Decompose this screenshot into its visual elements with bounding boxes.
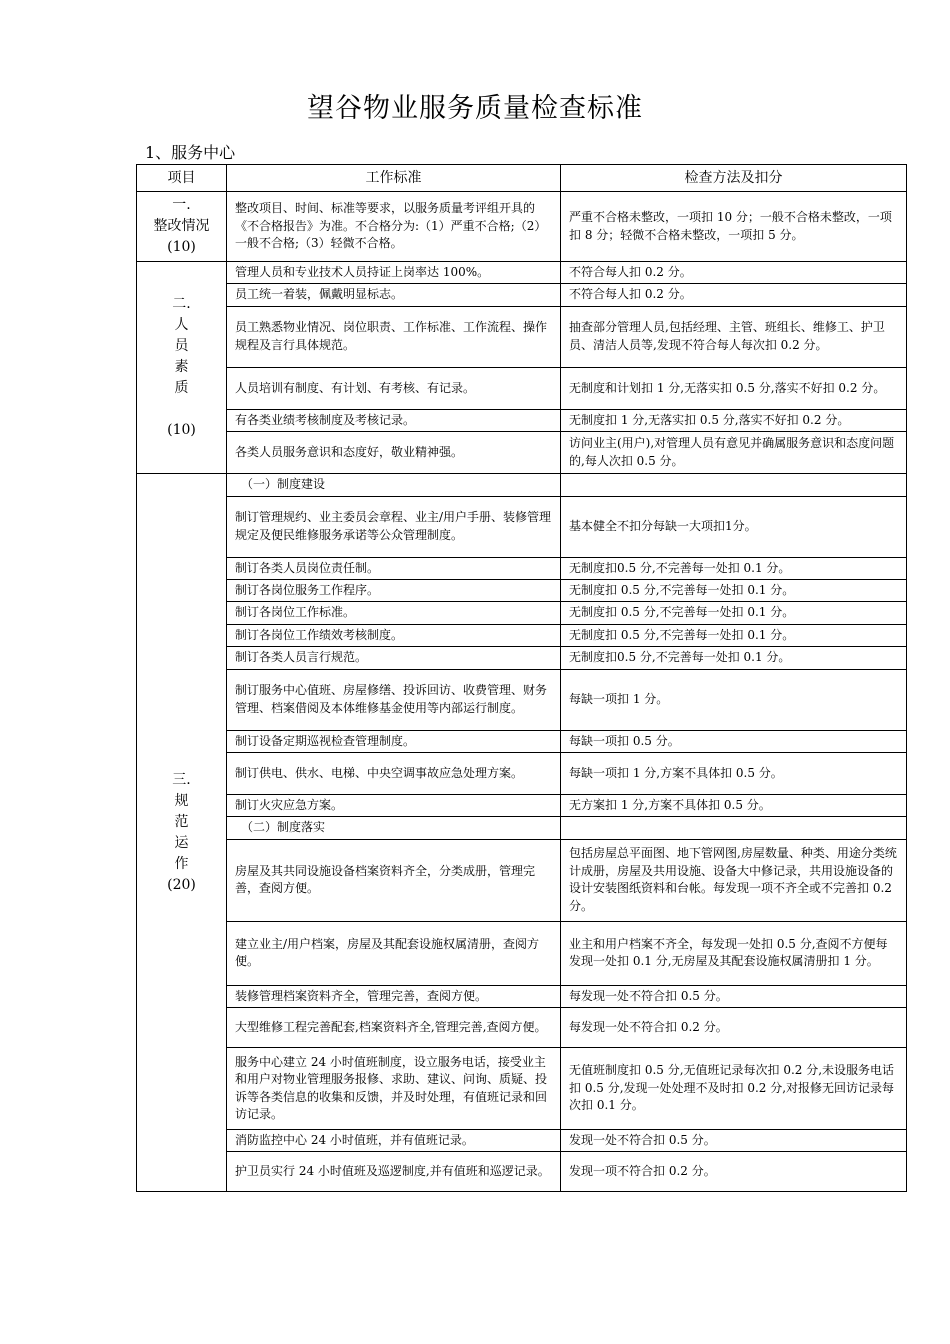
check-method-cell: 每缺一项扣 1 分,方案不具体扣 0.5 分。 [561, 752, 907, 794]
table-row [137, 647, 907, 669]
work-standard-cell: 整改项目、时间、标准等要求，以服务质量考评组开具的《不合格报告》为准。不合格分为:（1）严重不合格;（2）一般不合格;（3）轻微不合格。 [227, 192, 561, 262]
subsection-row [137, 474, 907, 496]
check-method-cell [561, 817, 907, 839]
section-label: 三. 规 范 运 作 (20) [137, 474, 227, 1192]
table-row [137, 192, 907, 262]
check-method-cell: 包括房屋总平面图、地下管网图,房屋数量、种类、用途分类统计成册，房屋及共用设施、设备大中修记录，共用设施设备的设计安装图纸资料和台帐。每发现一项不齐全或不完善扣 0.2 分。 [561, 839, 907, 921]
work-standard-cell: 房屋及其共同设施设备档案资料齐全，分类成册，管理完善，查阅方便。 [227, 839, 561, 921]
table-row [137, 367, 907, 409]
check-method-cell: 不符合每人扣 0.2 分。 [561, 284, 907, 306]
work-standard-cell: 建立业主/用户档案，房屋及其配套设施权属清册，查阅方便。 [227, 921, 561, 985]
work-standard-cell: 制订设备定期巡视检查管理制度。 [227, 730, 561, 752]
table-row [137, 669, 907, 730]
table-row [137, 1048, 907, 1130]
check-method-cell: 发现一处不符合扣 0.5 分。 [561, 1130, 907, 1152]
check-method-cell: 每发现一处不符合扣 0.5 分。 [561, 985, 907, 1007]
check-method-cell: 访问业主(用户),对管理人员有意见并确属服务意识和态度问题的,每人次扣 0.5 分。 [561, 432, 907, 474]
table-row [137, 579, 907, 601]
table-row [137, 557, 907, 579]
section-label: 一. 整改情况 (10) [137, 192, 227, 262]
check-method-cell: 无制度扣 1 分,无落实扣 0.5 分,落实不好扣 0.2 分。 [561, 409, 907, 431]
check-method-cell: 无制度扣0.5 分,不完善每一处扣 0.1 分。 [561, 557, 907, 579]
table-row [137, 262, 907, 284]
table-row [137, 624, 907, 646]
header-work-standard: 工作标准 [227, 165, 561, 192]
work-standard-cell: 装修管理档案资料齐全，管理完善，查阅方便。 [227, 985, 561, 1007]
header-check-method: 检查方法及扣分 [561, 165, 907, 192]
work-standard-cell: 制订各岗位服务工作程序。 [227, 579, 561, 601]
check-method-cell: 无制度扣 0.5 分,不完善每一处扣 0.1 分。 [561, 602, 907, 624]
table-row [137, 921, 907, 985]
work-standard-cell: 制订供电、供水、电梯、中央空调事故应急处理方案。 [227, 752, 561, 794]
check-method-cell: 每缺一项扣 0.5 分。 [561, 730, 907, 752]
section-label: 二. 人 员 素 质 (10) [137, 262, 227, 474]
header-item: 项目 [137, 165, 227, 192]
check-method-cell: 无制度扣 0.5 分,不完善每一处扣 0.1 分。 [561, 579, 907, 601]
work-standard-cell: 员工统一着装，佩戴明显标志。 [227, 284, 561, 306]
table-row [137, 1008, 907, 1048]
table-row [137, 985, 907, 1007]
check-method-cell: 无制度扣0.5 分,不完善每一处扣 0.1 分。 [561, 647, 907, 669]
check-method-cell: 业主和用户档案不齐全，每发现一处扣 0.5 分,查阅不方便每发现一处扣 0.1 分,无房屋及其配套设施权属清册扣 1 分。 [561, 921, 907, 985]
table-row [137, 752, 907, 794]
table-header-row [137, 165, 907, 192]
check-method-cell: 每缺一项扣 1 分。 [561, 669, 907, 730]
subsection-heading: （二）制度落实 [227, 817, 561, 839]
work-standard-cell: 大型维修工程完善配套,档案资料齐全,管理完善,查阅方便。 [227, 1008, 561, 1048]
work-standard-cell: 制订各类人员岗位责任制。 [227, 557, 561, 579]
table-row [137, 284, 907, 306]
check-method-cell: 严重不合格未整改，一项扣 10 分；一般不合格未整改，一项扣 8 分；轻微不合格未整改，一项扣 5 分。 [561, 192, 907, 262]
work-standard-cell: 员工熟悉物业情况、岗位职责、工作标准、工作流程、操作规程及言行具体规范。 [227, 306, 561, 367]
work-standard-cell: 管理人员和专业技术人员持证上岗率达 100%。 [227, 262, 561, 284]
table-body [137, 192, 907, 1192]
table-row [137, 496, 907, 557]
work-standard-cell: 制订管理规约、业主委员会章程、业主/用户手册、装修管理规定及便民维修服务承诺等公众管理制度。 [227, 496, 561, 557]
work-standard-cell: 制订火灾应急方案。 [227, 794, 561, 816]
work-standard-cell: 有各类业绩考核制度及考核记录。 [227, 409, 561, 431]
work-standard-cell: 制订各类人员言行规范。 [227, 647, 561, 669]
subsection-heading: （一）制度建设 [227, 474, 561, 496]
document-title: 望谷物业服务质量检查标准 [307, 93, 643, 124]
table-row [137, 730, 907, 752]
work-standard-cell: 人员培训有制度、有计划、有考核、有记录。 [227, 367, 561, 409]
subsection-row [137, 817, 907, 839]
work-standard-cell: 服务中心建立 24 小时值班制度，设立服务电话，接受业主和用户对物业管理服务报修、求助、建议、问询、质疑、投诉等各类信息的收集和反馈，并及时处理，有值班记录和回访记录。 [227, 1048, 561, 1130]
check-method-cell: 发现一项不符合扣 0.2 分。 [561, 1152, 907, 1192]
table-row [137, 432, 907, 474]
section-title: 1、服务中心 [145, 143, 236, 162]
work-standard-cell: 消防监控中心 24 小时值班，并有值班记录。 [227, 1130, 561, 1152]
check-method-cell: 无方案扣 1 分,方案不具体扣 0.5 分。 [561, 794, 907, 816]
table-row [137, 306, 907, 367]
table-row [137, 839, 907, 921]
work-standard-cell: 制订服务中心值班、房屋修缮、投诉回访、收费管理、财务管理、档案借阅及本体维修基金使用等内部运行制度。 [227, 669, 561, 730]
check-method-cell [561, 474, 907, 496]
work-standard-cell: 各类人员服务意识和态度好，敬业精神强。 [227, 432, 561, 474]
check-method-cell: 无制度和计划扣 1 分,无落实扣 0.5 分,落实不好扣 0.2 分。 [561, 367, 907, 409]
check-method-cell: 基本健全不扣分每缺一大项扣1分。 [561, 496, 907, 557]
table-row [137, 602, 907, 624]
table-row [137, 1130, 907, 1152]
work-standard-cell: 制订各岗位工作绩效考核制度。 [227, 624, 561, 646]
table-row [137, 409, 907, 431]
work-standard-cell: 护卫员实行 24 小时值班及巡逻制度,并有值班和巡逻记录。 [227, 1152, 561, 1192]
check-method-cell: 抽查部分管理人员,包括经理、主管、班组长、维修工、护卫员、清洁人员等,发现不符合每人每次扣 0.2 分。 [561, 306, 907, 367]
check-method-cell: 不符合每人扣 0.2 分。 [561, 262, 907, 284]
table-row [137, 1152, 907, 1192]
check-method-cell: 每发现一处不符合扣 0.2 分。 [561, 1008, 907, 1048]
work-standard-cell: 制订各岗位工作标准。 [227, 602, 561, 624]
inspection-standards-table [136, 164, 907, 1192]
check-method-cell: 无制度扣 0.5 分,不完善每一处扣 0.1 分。 [561, 624, 907, 646]
table-row [137, 794, 907, 816]
check-method-cell: 无值班制度扣 0.5 分,无值班记录每次扣 0.2 分,未设服务电话扣 0.5 分,发现一处处理不及时扣 0.2 分,对报修无回访记录每次扣 0.1 分。 [561, 1048, 907, 1130]
